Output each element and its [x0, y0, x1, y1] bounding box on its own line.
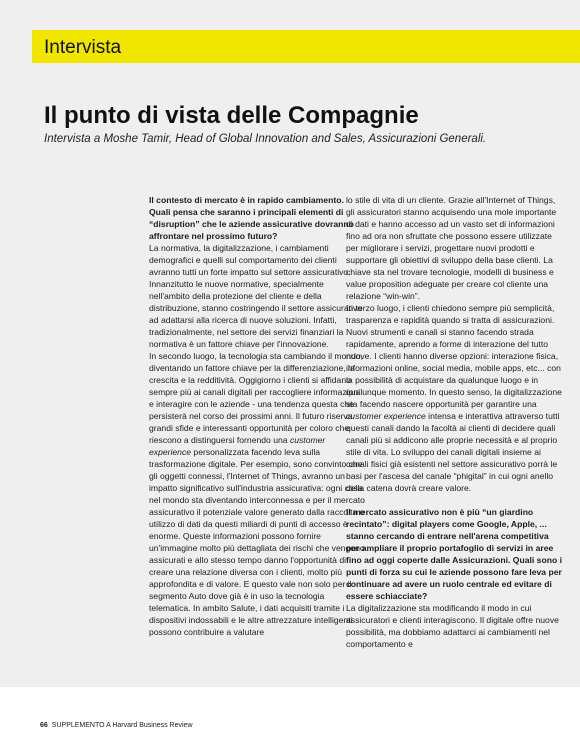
paragraph-3: lo stile di vita di un cliente. Grazie all'Internet of Things, gli assicuratori stanno acquisendo una mole importante di dati e hanno accesso ad un vasto set di informazioni fino ad ora non sfruttate che possono essere utilizzate per migliorare i servizi, progettare nuovi prodotti e supportare gli obiettivi di sviluppo della base clienti. La chiave sta nel trovare tecnologie, modelli di business e value proposition adeguate per creare col cliente una relazione “win-win”. [346, 195, 557, 301]
paragraph-4-emphasis: customer experience [346, 411, 426, 421]
paragraph-2-part-b: personalizzata facendo leva sulla trasformazione digitale. Per esempio, sono convinto che gli oggetti connessi, l'Internet of Things, avranno un impatto significativo sull'industria assicurativa: ogni cosa nel mondo sta diventando interconnessa e per il mercato assicurativo il potenziale valore generato dalla raccolta e utilizzo di dati da questi miliardi di punti di accesso è enorme. Queste informazioni possono fornire un'immagine molto più dettagliata dei rischi che vengono assicurati e allo stesso tempo danno l'opportunità di creare una relazione diversa con i clienti, molto più approfondita e di valore. E questo vale non solo per il segmento Auto dove già è in uso la tecnologia telematica. In ambito Salute, i dati acquisiti tramite i dispositivi indossabili e le altre attrezzature intelligenti possono contribuire a valutare [149, 447, 365, 637]
question-1: Il contesto di mercato è in rapido cambiamento. Quali pensa che saranno i principali elementi di “disruption” che le aziende assicurative dovranno affrontare nel prossimo futuro? [149, 195, 354, 241]
paragraph-4 [346, 302, 562, 494]
article-subtitle: Intervista a Moshe Tamir, Head of Global Innovation and Sales, Assicurazioni Generali. [44, 133, 487, 145]
spacer [346, 494, 562, 506]
publication-name: SUPPLEMENTO A Harvard Business Review [51, 722, 193, 729]
question-2: Il mercato assicurativo non è più “un giardino recintato”: digital players come Google, Apple, ... stanno cercando di entrare nell'arena competitiva per ampliare il proprio portafoglio di servizi in aree fino ad oggi coperte dalle Assicurazioni. Quali sono i punti di forza su cui le aziende possono fare leva per continuare ad avere un ruolo centrale ed evitare di essere schiacciate? [346, 507, 562, 601]
paragraph-4-part-a: In terzo luogo, i clienti chiedono sempre più semplicità, trasparenza e rapidità quando si tratta di assicurazioni. Nuovi strumenti e canali si stanno facendo strada rapidamente, aprendo a forme di interazione del tutto nuove. I clienti hanno diverse opzioni: interazione fisica, informazioni online, social media, mobile apps, etc... con la possibilità di acquistare da qualunque luogo e in qualunque momento. In questo senso, la digitalizzazione sta facendo nascere opportunità per garantire una [346, 303, 562, 409]
paragraph-2-emphasis: customer experience [149, 435, 326, 457]
paragraph-5: La digitalizzazione sta modificando il modo in cui assicuratori e clienti interagiscono. Il digitale offre nuove possibilità, ma dobbiamo adattarci ai cambiamenti nel comportamento e [346, 603, 559, 649]
text-column-right [346, 194, 562, 650]
paragraph-4-part-b: intensa e interattiva attraverso tutti questi canali dando la facoltà ai clienti di decidere quali canali più si addicono alle proprie necessità e al proprio stile di vita. Lo sviluppo dei canali digitali insieme ai canali fisici già esistenti nel settore assicurativo porrà le basi per l'ascesa del canale “phigital” in cui ogni anello della catena dovrà creare valore. [346, 411, 560, 493]
section-label: Intervista [44, 37, 122, 58]
page-number: 66 [40, 722, 48, 729]
paragraph-2-part-a: In secondo luogo, la tecnologia sta cambiando il mondo, diventando un fattore chiave per la differenziazione, la crescita e la redditività. Oggigiorno i clienti si affidano sempre più ai canali digitali per raccogliere informazioni e interagire con le aziende - una tendenza questa che persisterà nel corso dei prossimi anni. Il futuro riserva grandi sfide e interessanti opportunità per coloro che riescono a distinguersi fornendo una [149, 351, 364, 445]
page-footer [40, 721, 193, 730]
paragraph-1: La normativa, la digitalizzazione, i cambiamenti demografici e quelli sul comportamento dei clienti avranno tutti un forte impatto sul settore assicurativo. Innanzitutto le nuove normative, specialmente nell'ambito della protezione del cliente e della distribuzione, stanno costringendo il settore assicurativo ad adattarsi alla ricerca di nuove soluzioni. Infatti, tradizionalmente, nel settore dei servizi finanziari la normativa è un fattore chiave per l'innovazione. [149, 243, 363, 349]
text-column-left [149, 194, 365, 638]
paragraph-2 [149, 350, 365, 638]
article-title: Il punto di vista delle Compagnie [44, 102, 419, 129]
